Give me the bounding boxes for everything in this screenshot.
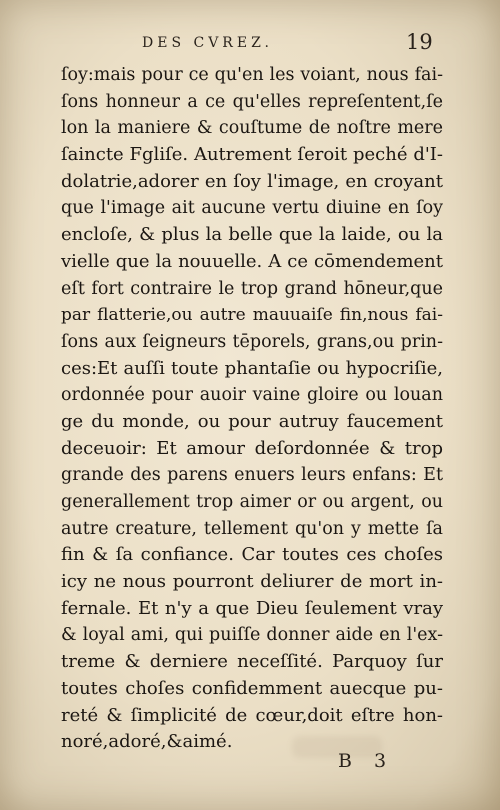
text-line: ſons honneur a ce qu'elles repreſentent,ſe: [61, 91, 443, 112]
text-line: par flatterie,ou autre mauuaiſe fin,nous fai-: [61, 305, 443, 326]
text-line: ordonnée pour auoir vaine gloire ou louan: [61, 385, 443, 406]
text-line: toutes choſes confidemment auecque pu-: [61, 677, 443, 699]
text-line: ſaincte Fgliſe. Autrement ſeroit peché d'I-: [61, 144, 443, 166]
page-number: 19: [406, 30, 433, 54]
text-line: treme & derniere neceſſité. Parquoy ſur: [61, 651, 443, 673]
text-line: & loyal ami, qui puiſſe donner aide en l'ex-: [61, 625, 443, 646]
text-line: deceuoir: Et amour deſordonnée & trop: [61, 437, 443, 459]
text-line: eſt fort contraire le trop grand hōneur,que: [61, 278, 443, 299]
text-line: fernale. Et n'y a que Dieu ſeulement vray: [61, 597, 443, 619]
body-text: [61, 62, 443, 756]
text-line: icy ne nous pourront deliurer de mort in-: [61, 571, 443, 593]
text-line: reté & ſimplicité de cœur,doit eſtre hon-: [61, 704, 443, 726]
text-line: ge du monde, ou pour autruy faucement: [61, 410, 443, 432]
text-line: autre creature, tellement qu'on y mette ſa: [61, 518, 443, 539]
text-line: ſoy:mais pour ce qu'en les voiant, nous fai-: [61, 65, 443, 85]
text-line: fin & ſa confiance. Car toutes ces choſes: [61, 544, 443, 566]
text-line: noré,adoré,&aimé.: [61, 731, 233, 753]
text-line: ces:Et auſſi toute phantaſie ou hypocriſie,: [61, 357, 443, 379]
text-line: ſons aux ſeigneurs tēporels, grans,ou prin-: [61, 331, 443, 352]
text-line: encloſe, & plus la belle que la laide, ou la: [61, 224, 443, 246]
text-line: grande des parens enuers leurs enfans: Et: [61, 465, 443, 486]
page-header: [0, 30, 500, 60]
text-line: vielle que la nouuelle. A ce cōmendement: [61, 250, 443, 272]
text-line: que l'image ait aucune vertu diuine en ſoy: [61, 198, 443, 219]
signature-mark: B 3: [338, 750, 395, 772]
running-head: DES CVREZ.: [142, 35, 273, 51]
text-line: lon la maniere & couſtume de noſtre mere: [61, 118, 443, 139]
text-line: dolatrie,adorer en ſoy l'image, en croyant: [61, 170, 443, 192]
text-line: generallement trop aimer or ou argent, ou: [61, 492, 443, 512]
